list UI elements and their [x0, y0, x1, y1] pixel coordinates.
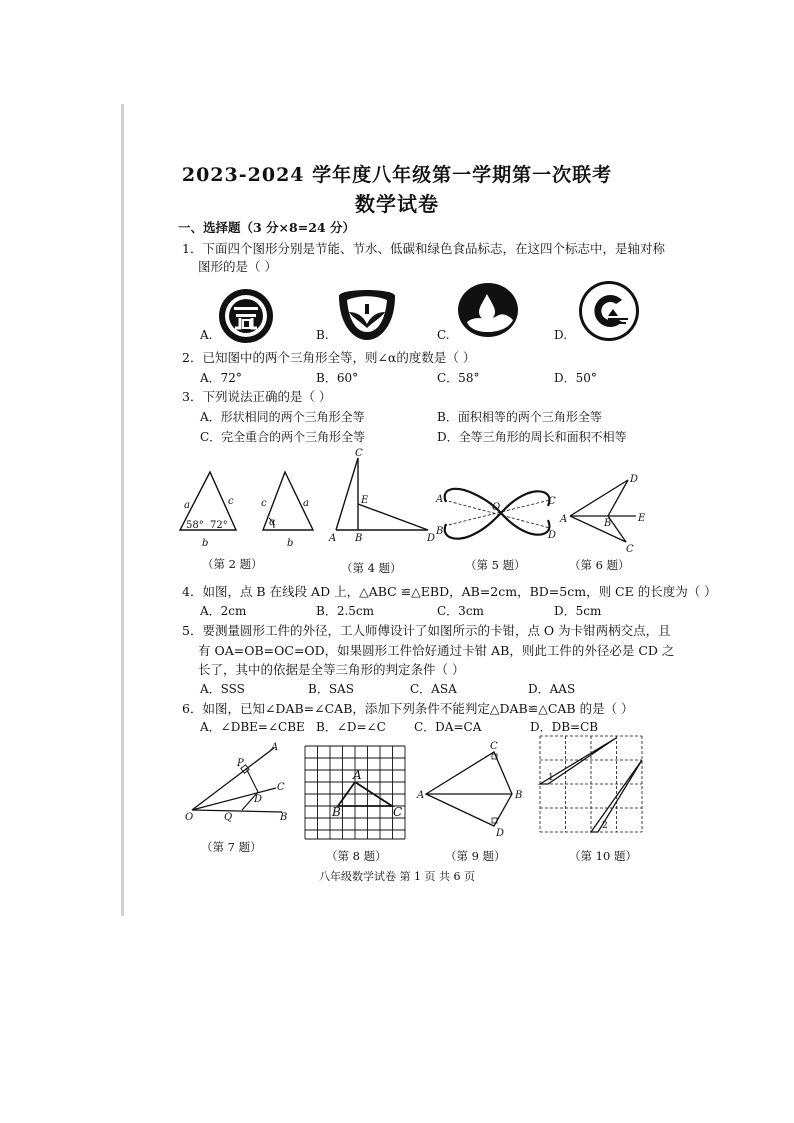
energy-saving-logo	[218, 288, 278, 348]
q5-line1: 5．要测量圆形工件的外径，工人师傅设计了如图所示的卡钳，点 O 为卡钳两柄交点，且	[182, 623, 671, 638]
tri2-label-b: b	[287, 538, 294, 549]
q4-option-c: C．3cm	[437, 604, 484, 618]
caption-q2: （第 2 题）	[202, 557, 263, 571]
fig10-angle-1: 1	[548, 773, 554, 783]
fig7-label-P: P	[237, 758, 244, 769]
q1-line1: 1．下面四个图形分别是节能、节水、低碳和绿色食品标志，在这四个标志中，是轴对称	[182, 241, 665, 256]
fig8-label-B: B	[332, 805, 341, 819]
fig7-label-O: O	[185, 812, 194, 823]
fig5-label-C: C	[548, 496, 556, 507]
q3-option-d: D．全等三角形的周长和面积不相等	[437, 430, 627, 444]
fig9-label-A: A	[417, 790, 425, 801]
tri1-angle-72: 72°	[210, 520, 228, 531]
caption-q8: （第 8 题）	[326, 849, 387, 863]
figure-q5-caliper	[436, 482, 562, 552]
caption-q4: （第 4 题）	[341, 561, 402, 575]
q3-option-a: A．形状相同的两个三角形全等	[200, 410, 365, 424]
fig5-label-B: B	[436, 526, 444, 537]
fig5-label-O: O	[492, 502, 501, 513]
fig4-label-E: E	[361, 495, 369, 506]
green-food-logo	[578, 280, 640, 342]
fig4-label-B: B	[355, 533, 363, 544]
q4-option-a: A．2cm	[200, 604, 247, 618]
fig7-label-B: B	[280, 812, 288, 823]
q2-option-a: A．72°	[200, 371, 242, 385]
tri1-label-b: b	[202, 538, 209, 549]
fig9-label-B: B	[515, 790, 523, 801]
fig9-label-D: D	[496, 828, 505, 839]
q6-option-c: C．DA=CA	[414, 720, 482, 734]
fig6-label-D: D	[630, 474, 639, 485]
scan-edge	[121, 104, 124, 916]
q1-option-b: B.	[316, 328, 329, 342]
fig4-label-C: C	[355, 448, 363, 459]
figure-q6	[560, 470, 652, 556]
q5-option-c: C．ASA	[410, 682, 457, 696]
fig8-label-C: C	[393, 805, 403, 819]
q2-option-c: C．58°	[437, 371, 480, 385]
figure-q4	[328, 448, 440, 546]
q5-option-a: A．SSS	[200, 682, 245, 696]
tri2-label-a: a	[303, 498, 309, 509]
tri1-label-c: c	[228, 496, 234, 507]
q4-stem: 4．如图，点 B 在线段 AD 上，△ABC ≌△EBD，AB=2cm，BD=5cm，则 CE 的长度为（ ）	[182, 584, 717, 599]
q1-option-d: D.	[554, 328, 568, 342]
fig6-label-A: A	[560, 514, 568, 525]
exam-title: 2023-2024 学年度八年级第一学期第一次联考	[181, 164, 613, 186]
section-heading: 一、选择题（3 分×8=24 分）	[178, 220, 355, 235]
q6-option-a: A．∠DBE=∠CBE	[200, 720, 305, 734]
page-footer: 八年级数学试卷 第 1 页 共 6 页	[319, 870, 475, 883]
fig4-label-D: D	[427, 533, 436, 544]
exam-subtitle: 数学试卷	[355, 192, 439, 216]
caption-q10: （第 10 题）	[569, 849, 637, 863]
tri2-label-alpha: α	[269, 517, 276, 528]
fig8-label-A: A	[353, 768, 362, 782]
caption-q6: （第 6 题）	[569, 558, 630, 572]
caption-q9: （第 9 题）	[445, 849, 506, 863]
q1-option-c: C.	[437, 328, 450, 342]
q5-option-b: B．SAS	[308, 682, 354, 696]
fig5-label-A: A	[436, 494, 444, 505]
q6-stem: 6．如图，已知∠DAB=∠CAB，添加下列条件不能判定△DAB≌△CAB 的是（ ）	[182, 701, 634, 716]
figure-q2-triangle-1	[176, 468, 242, 548]
fig6-label-B: B	[604, 518, 612, 529]
q3-option-b: B．面积相等的两个三角形全等	[437, 410, 602, 424]
fig6-label-C: C	[626, 544, 634, 555]
q2-stem: 2．已知图中的两个三角形全等，则∠α的度数是（ ）	[182, 350, 476, 365]
fig7-label-C: C	[277, 782, 285, 793]
q3-stem: 3．下列说法正确的是（ ）	[182, 389, 332, 404]
caption-q7: （第 7 题）	[201, 840, 262, 854]
q2-option-d: D．50°	[554, 371, 597, 385]
q4-option-b: B．2.5cm	[316, 604, 375, 618]
q5-option-d: D．AAS	[528, 682, 576, 696]
figure-q8-grid	[304, 745, 408, 841]
caption-q5: （第 5 题）	[465, 558, 526, 572]
q2-option-b: B．60°	[316, 371, 359, 385]
q1-line2: 图形的是（ ）	[198, 259, 277, 274]
q6-option-d: D．DB=CB	[530, 720, 599, 734]
figure-q10-grid	[538, 734, 644, 838]
q5-line2: 有 OA=OB=OC=OD，如果圆形工件恰好通过卡钳 AB，则此工件的外径必是 CD 之	[198, 643, 675, 658]
tri1-angle-58: 58°	[186, 520, 204, 531]
figure-q9	[414, 738, 526, 838]
fig7-label-D: D	[254, 794, 263, 805]
tri1-label-a: a	[184, 500, 190, 511]
q1-option-a: A.	[200, 328, 213, 342]
fig4-label-A: A	[329, 533, 337, 544]
q3-option-c: C．完全重合的两个三角形全等	[200, 430, 366, 444]
fig7-label-Q: Q	[224, 812, 233, 823]
low-carbon-logo	[457, 282, 519, 340]
fig5-label-D: D	[548, 530, 557, 541]
figure-q2-triangle-2	[255, 468, 321, 548]
water-saving-logo	[335, 284, 399, 342]
fig6-label-E: E	[638, 513, 646, 524]
q5-line3: 长了，其中的依据是全等三角形的判定条件（ ）	[198, 662, 465, 677]
fig10-angle-2: 2	[602, 821, 608, 831]
tri2-label-c: c	[261, 498, 267, 509]
q4-option-d: D．5cm	[554, 604, 602, 618]
q6-option-b: B．∠D=∠C	[316, 720, 386, 734]
fig9-label-C: C	[490, 741, 498, 752]
figure-q7	[182, 740, 294, 826]
fig7-label-A: A	[271, 742, 279, 753]
